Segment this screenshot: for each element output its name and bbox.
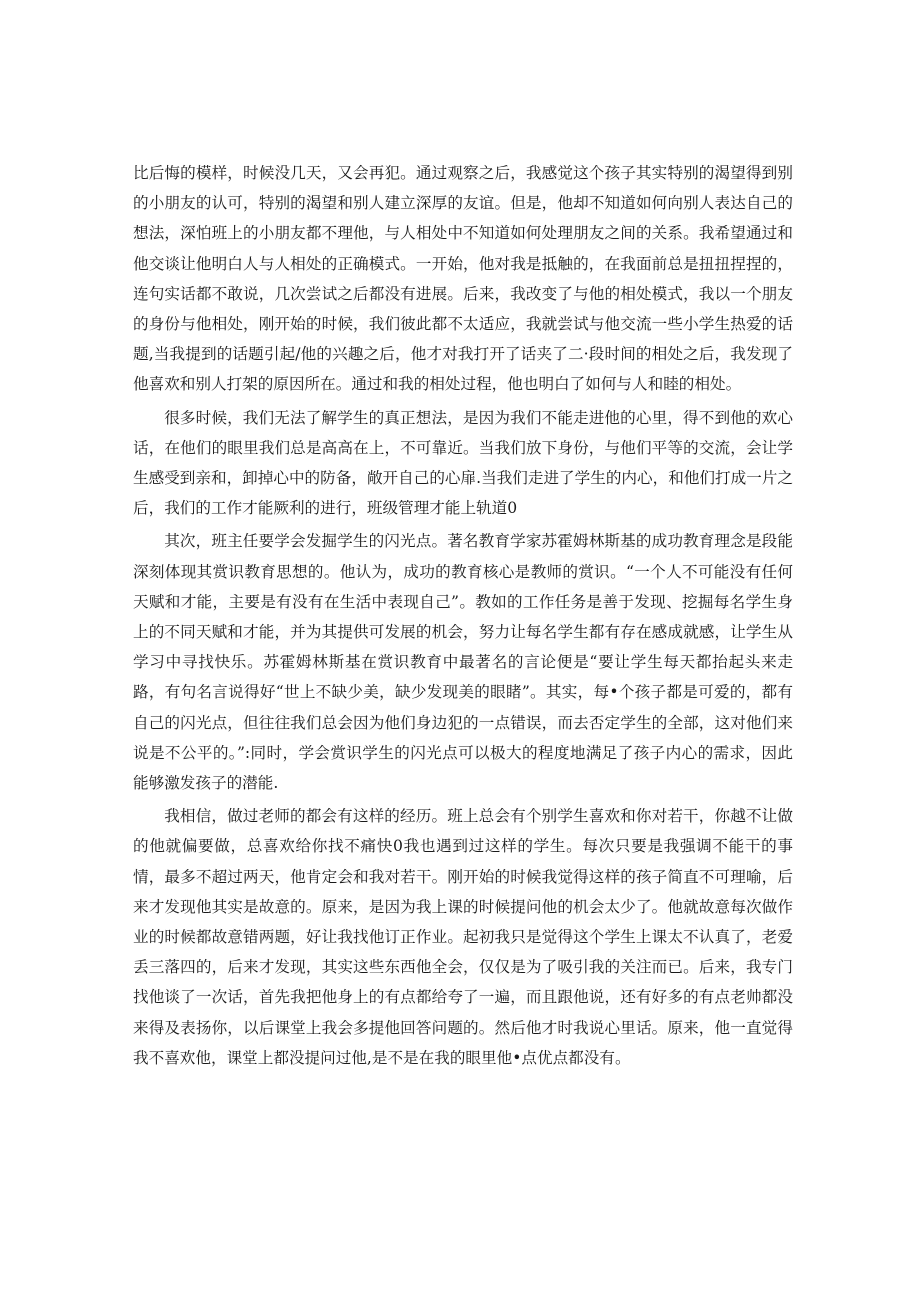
paragraph-3: 其次，班主任要学会发掘学生的闪光点。著名教育学家苏霍姆林斯基的成功教育理念是段能深刻体现其赏识教育思想的。他认为，成功的教育核心是教师的赏识。“一个人不可能没有任何天赋和才能，主要是有没有在生活中表现自己”。教如的工作任务是善于发现、挖掘每名学生身上的不同天赋和才能，并为其提供可发展的机会，努力让每名学生都有存在感成就感，让学生从学习中寻找快乐。苏霍姆林斯基在赏识教育中最著名的言论便是“要让学生每天都抬起头来走路，有句名言说得好“世上不缺少美，缺少发现美的眼睹”。其实，每•个孩子都是可爱的，都有自己的闪光点，但往往我们总会因为他们身边犯的一点错误，而去否定学生的全部，这对他们来说是不公平的。”:同时，学会赏识学生的闪光点可以极大的程度地满足了孩子内心的需求，因此能够激发孩子的潜能. [133, 532, 793, 793]
document-body [133, 158, 793, 1076]
paragraph-2: 很多时候，我们无法了解学生的真正想法，是因为我们不能走进他的心里，得不到他的欢心话，在他们的眼里我们总是高高在上，不可靠近。当我们放下身份，与他们平等的交流，会让学生感受到亲和，卸掉心中的防备，敞开自己的心扉.当我们走进了学生的内心，和他们打成一片之后，我们的工作才能厥利的进行，班级管理才能上轨道0 [133, 408, 793, 518]
paragraph-1: 比后悔的模样，时候没几天，又会再犯。通过观察之后，我感觉这个孩子其实特别的渴望得到别的小朋友的认可，特别的渴望和别人建立深厚的友谊。但是，他却不知道如何向别人表达自己的想法，深怕班上的小朋友都不理他，与人相处中不知道如何处理朋友之间的关系。我希望通过和他交谈让他明白人与人相处的正确模式。一开始，他对我是抵触的，在我面前总是扭扭捏捏的，连句实话都不敢说，几次尝试之后都没有进展。后来，我改变了与他的相处模式，我以一个朋友的身份与他相处，刚开始的时候，我们彼此都不太适应，我就尝试与他交流一些小学生热爱的话题,当我提到的话题引起/他的兴趣之后，他才对我打开了话夹了二·段时间的相处之后，我发现了他喜欢和别人打架的原因所在。通过和我的相处过程，他也明白了如何与人和睦的相处。 [133, 164, 793, 394]
paragraph-4: 我相信，做过老师的都会有这样的经历。班上总会有个别学生喜欢和你对若干，你越不让做的他就偏要做，总喜欢给你找不痛快0我也遇到过这样的学生。每次只要是我强调不能干的事情，最多不超过两天，他肯定会和我对若干。刚开始的时候我觉得这样的孩子简直不可理喻，后来才发现他其实是故意的。原来，是因为我上课的时候提问他的机会太少了。他就故意每次做作业的时候都故意错两题，好让我找他订正作业。起初我只是觉得这个学生上课太不认真了，老爱丢三落四的，后来才发现，其实这些东西他全会，仅仅是为了吸引我的关注而已。后来，我专门找他谈了一次话，首先我把他身上的有点都给夸了一遍，而且跟他说，还有好多的有点老帅都没来得及表扬你，以后课堂上我会多提他回答问题的。然后他才时我说心里话。原来，他一直觉得我不喜欢他，课堂上都没提问过他,是不是在我的眼里他•点优点都没有。 [133, 807, 793, 1067]
